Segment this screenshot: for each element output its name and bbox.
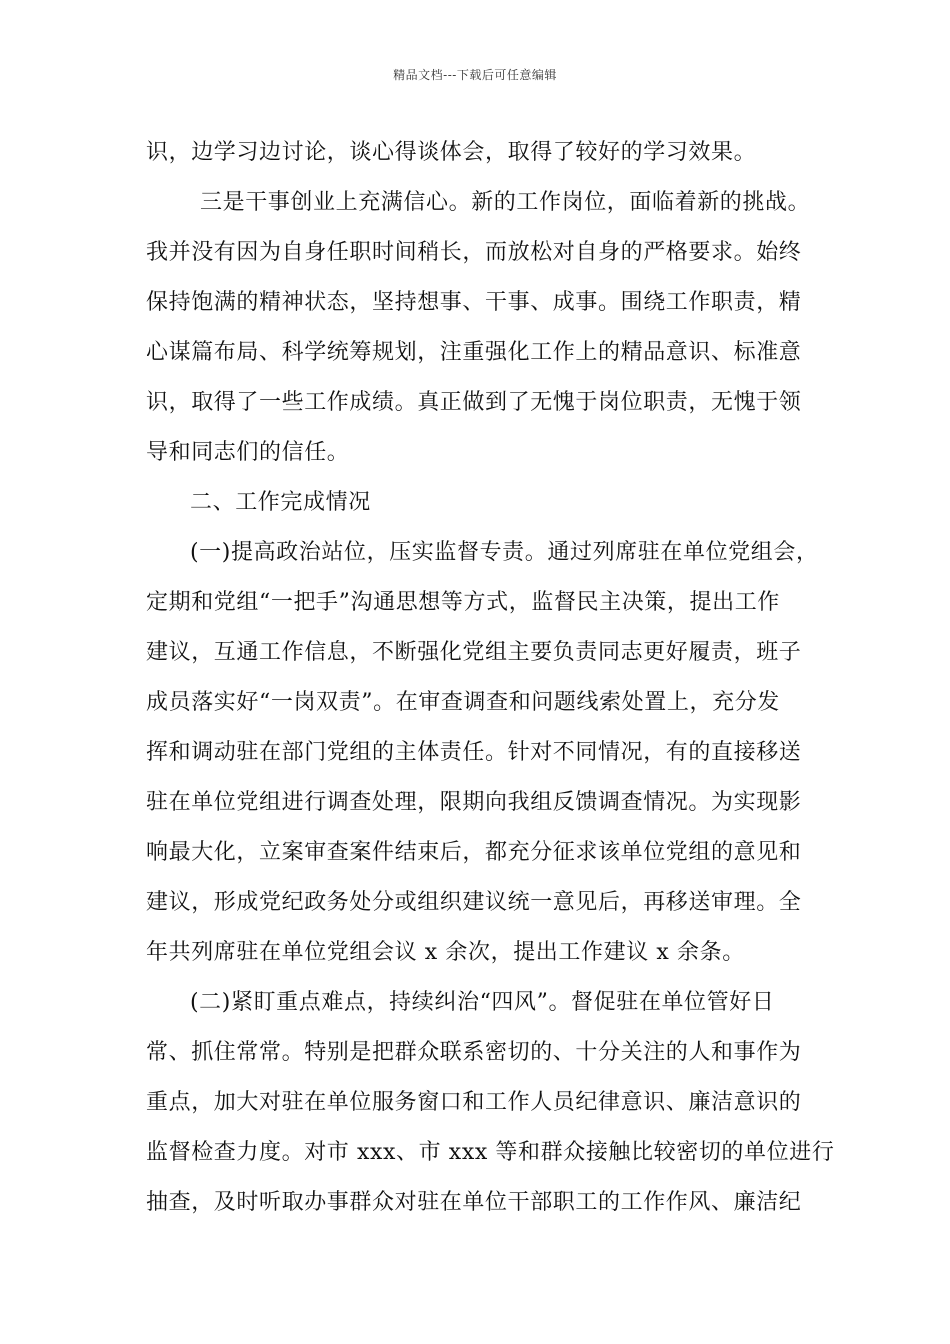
text-line: 识，取得了一些工作成绩。真正做到了无愧于岗位职责，无愧于领 xyxy=(146,390,802,415)
text-line: 年共列席驻在单位党组会议 x 余次，提出工作建议 x 余条。 xyxy=(146,940,745,965)
text-line: 我并没有因为自身任职时间稍长，而放松对自身的严格要求。始终 xyxy=(146,240,802,265)
text-line: 监督检查力度。对市 xxx、市 xxx 等和群众接触比较密切的单位进行 xyxy=(146,1140,835,1165)
text-line: 驻在单位党组进行调查处理，限期向我组反馈调查情况。为实现影 xyxy=(146,790,802,815)
page-header: 精品文档---下载后可任意编辑 xyxy=(393,68,557,82)
text-line: 建议，形成党纪政务处分或组织建议统一意见后，再移送审理。全 xyxy=(146,890,802,915)
text-line: 心谋篇布局、科学统筹规划，注重强化工作上的精品意识、标准意 xyxy=(146,340,802,365)
text-line: 三是干事创业上充满信心。新的工作岗位，面临着新的挑战。 xyxy=(200,190,811,215)
text-line: 抽查，及时听取办事群众对驻在单位干部职工的工作作风、廉洁纪 xyxy=(146,1190,802,1215)
text-line: 重点，加大对驻在单位服务窗口和工作人员纪律意识、廉洁意识的 xyxy=(146,1090,802,1115)
text-line: 常、抓住常常。特别是把群众联系密切的、十分关注的人和事作为 xyxy=(146,1040,802,1065)
text-line: 成员落实好“一岗双责”。在审查调查和问题线索处置上，充分发 xyxy=(146,690,780,715)
section-heading: 二、工作完成情况 xyxy=(190,490,371,515)
text-line: 响最大化，立案审查案件结束后，都充分征求该单位党组的意见和 xyxy=(146,840,802,865)
text-line: 建议，互通工作信息，不断强化党组主要负责同志更好履责，班子 xyxy=(146,640,802,665)
text-line: (一)提高政治站位，压实监督专责。通过列席驻在单位党组会， xyxy=(190,540,819,565)
text-line: 识，边学习边讨论，谈心得谈体会，取得了较好的学习效果。 xyxy=(146,140,757,165)
text-line: 保持饱满的精神状态，坚持想事、干事、成事。围绕工作职责，精 xyxy=(146,290,802,315)
text-line: (二)紧盯重点难点，持续纠治“四风”。督促驻在单位管好日 xyxy=(190,990,775,1015)
text-line: 挥和调动驻在部门党组的主体责任。针对不同情况，有的直接移送 xyxy=(146,740,802,765)
text-line: 定期和党组“一把手”沟通思想等方式，监督民主决策，提出工作 xyxy=(146,590,780,615)
text-line: 导和同志们的信任。 xyxy=(146,440,350,465)
